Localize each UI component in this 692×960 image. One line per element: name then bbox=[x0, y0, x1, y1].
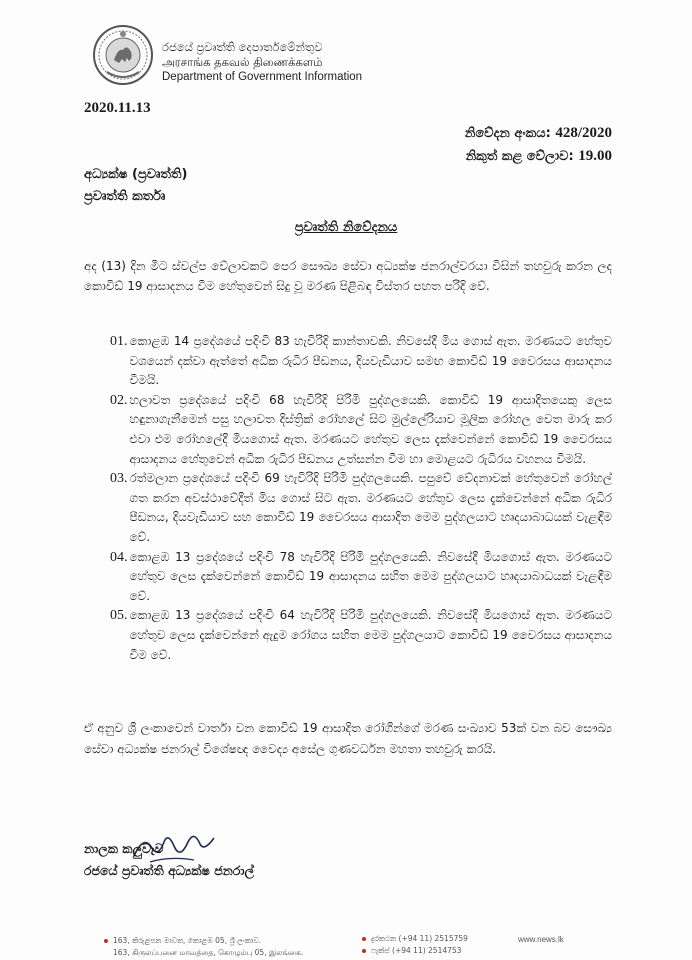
letterhead bbox=[92, 22, 392, 94]
footer-address-tamil: 163, கிருலப்பனை மாவத்தை, கொழும்பு 05, இலங்கை. bbox=[113, 948, 304, 957]
list-item-text: කොළඹ 13 ප්‍රදේශයේ පදිංචි 64 හැවිරිදි පිරිමි පුද්ගලයෙකි. නිවසේදී මියගොස් ඇත. මරණයට හේතුව ලෙස දැක්වෙන්නේ ඇදුම රෝගය සහිත මෙම පුද්ගලයාට කොවිඩ් 19 වෛරසය ආසාදනය වීම වේ. bbox=[129, 608, 612, 662]
release-number: 428/2020 bbox=[555, 125, 612, 141]
issued-time-row bbox=[465, 145, 612, 168]
list-item-number: 03. bbox=[110, 471, 128, 487]
intro-paragraph: අද (13) දින මීට ස්වල්ප වේලාවකට පෙර සෞඛ්‍ය සේවා අධ්‍යක්ෂ ජනරාල්වරයා විසින් තහවුරු කරන ලද කොවිඩ් 19 ආසාදනය වීම හේතුවෙන් සිදු වූ මරණ පිළිබඳ විස්තර පහත පරිදි වේ. bbox=[84, 259, 612, 293]
list-item bbox=[110, 332, 612, 391]
department-name-tamil: அரசாங்க தகவல் திணைக்களம் bbox=[162, 55, 323, 69]
department-name-english: Department of Government Information bbox=[162, 71, 363, 83]
footer-phone: දුරකථන (+94 11) 2515759 bbox=[362, 933, 468, 945]
footer-fax: ෆැක්ස් (+94 11) 2514753 bbox=[362, 945, 468, 957]
department-name bbox=[162, 40, 362, 85]
footer-address bbox=[104, 935, 303, 959]
list-item-number: 02. bbox=[110, 392, 128, 408]
list-item-text: රත්මලාන ප්‍රදේශයේ පදිංචි 69 හැවිරිදි පිරිමි පුද්ගලයෙකි. පපුවේ වේදනාවක් හේතුවෙන් රෝහල් ගත කරන අවස්ථාවේදීත් මිය ගොස් සිට ඇත. මරණයට හේතුව ලෙස දැක්වෙන්නේ අධික රුධිර පීඩනය, දියවැඩියාව සහ කොවිඩ් 19 වෛරසය ආසාදිත මෙම පුද්ගලයාට හෘදයාබාධයක් වැළඳීම වේ. bbox=[129, 471, 612, 544]
addressee-director: අධ්‍යක්ෂ (ප්‍රවෘත්ති) bbox=[84, 167, 188, 182]
document-title: ප්‍රවෘත්ති නිවේදනය bbox=[294, 220, 398, 235]
footer-address-sinhala: 163, කිරුළපන මාවත, කොළඹ 05, ශ්‍රී ලංකාව. bbox=[104, 935, 303, 947]
signer-name: නාලක කලුවැව bbox=[84, 841, 164, 856]
list-item bbox=[110, 548, 612, 607]
sri-lanka-emblem-icon bbox=[92, 22, 154, 88]
list-item bbox=[110, 391, 612, 469]
list-item-number: 05. bbox=[110, 608, 128, 624]
footer-website[interactable]: www.news.lk bbox=[518, 935, 564, 944]
footer-contacts bbox=[362, 933, 468, 957]
addressees bbox=[84, 164, 187, 208]
list-item-number: 01. bbox=[110, 334, 128, 349]
list-item-number: 04. bbox=[110, 549, 128, 565]
list-item bbox=[110, 469, 612, 547]
list-item-text: හලාවත ප්‍රදේශයේ පදිංචි 68 හැවිරිදි පිරිමි පුද්ගලයෙකි. කොවිඩ් 19 ආසාදිතයෙකු ලෙස හඳුනාගැනීමෙන් පසු හලාවත දිස්ත්‍රික් රෝහලේ සිට මුල්ලේරියාව මූලික රෝහල වෙත මාරු කර එවා එම රෝහලේදී මියගොස් ඇත. මරණයට හේතුව ලෙස දැක්වෙන්නේ කොවිඩ් 19 වෛරසය ආසාදනය හේතුවෙන් අධික රුධිර පීඩනය උත්සන්න වීම හා මොළයට රුධිරය වහනය වීමයි. bbox=[129, 392, 612, 466]
department-name-sinhala: රජයේ ප්‍රවෘත්ති දෙපාර්තමේන්තුව bbox=[162, 40, 323, 54]
signer-block bbox=[84, 838, 254, 882]
list-item-text: කොළඹ 13 ප්‍රදේශයේ පදිංචි 78 හැවිරිදි පිරිමි පුද්ගලයෙකි. නිවසේදී මියගොස් ඇත. මරණයට හේතුව ලෙස දැක්වෙන්නේ කොවිඩ් 19 ආසාදනය සහිත මෙම පුද්ගලයාට හෘදයාබාධයක් වැළඳීම වේ. bbox=[129, 549, 612, 603]
closing-paragraph: ඒ අනුව ශ්‍රී ලංකාවෙන් වාර්තා වන කොවිඩ් 19 ආසාදිත රෝගීන්ගේ මරණ සංඛ්‍යාව 53ක් වන බව සෞඛ්‍ය සේවා අධ්‍යක්ෂ ජනරාල් විශේෂඥ වෛද්‍ය අසේල ගුණවර්ධන මහතා තහවුරු කරයි. bbox=[84, 721, 612, 756]
release-number-row bbox=[465, 122, 612, 145]
signer-title: රජයේ ප්‍රවෘත්ති අධ්‍යක්ෂ ජනරාල් bbox=[84, 863, 255, 878]
fax-icon bbox=[362, 949, 366, 953]
release-date: 2020.11.13 bbox=[84, 100, 151, 116]
list-item bbox=[110, 606, 612, 665]
phone-icon bbox=[362, 937, 366, 941]
issued-time: 19.00 bbox=[578, 148, 612, 164]
bullet-icon bbox=[104, 939, 108, 943]
release-meta bbox=[465, 122, 612, 168]
issued-time-label: නිකුත් කළ වේලාව: bbox=[465, 149, 574, 164]
list-item-text: කොළඹ 14 ප්‍රදේශයේ පදිංචි 83 හැවිරිදි කාන්තාවකි. නිවසේදී මිය ගොස් ඇත. මරණයට හේතුව වශයෙන් දක්වා ඇත්තේ අධික රුධිර පීඩනය, දියවැඩියාව සමඟ කොවිඩ් 19 වෛරසය ආසාදනය වීමයි. bbox=[129, 334, 612, 388]
addressee-editor: ප්‍රවෘත්ති කර්තෘ bbox=[84, 189, 166, 204]
death-details-list bbox=[110, 332, 612, 665]
release-number-label: නිවේදන අංකය: bbox=[464, 126, 551, 141]
